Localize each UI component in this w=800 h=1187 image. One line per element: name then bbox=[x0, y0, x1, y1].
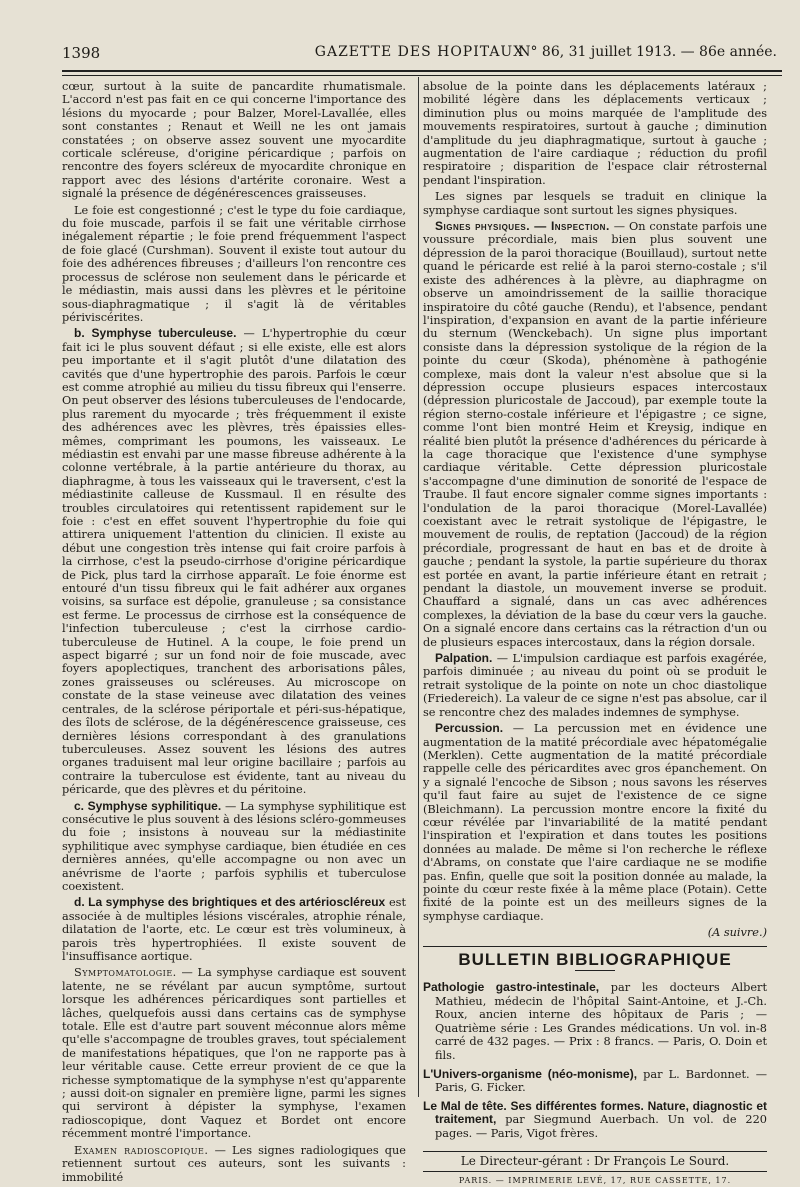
to-be-continued: (A suivre.) bbox=[707, 926, 767, 940]
paragraph-text: — L'impulsion cardiaque est parfois exagérée, parfois diminuée ; au niveau du point où se produit le retrait systolique de la pointe on note un choc diastolique (Friedereich). La valeur de ce signe n'est pas absolue, car il se rencontre chez des malades indemnes de symphyse. bbox=[423, 652, 767, 719]
bibliography-entry bbox=[423, 1100, 767, 1141]
entry-title: L'Univers-organisme (néo-monisme), bbox=[423, 1066, 638, 1081]
page-number: 1398 bbox=[62, 44, 101, 62]
section-heading: Symptomatologie. bbox=[74, 966, 177, 980]
entry-title: Pathologie gastro-intestinale, bbox=[423, 980, 600, 994]
paragraph bbox=[423, 220, 767, 649]
section-heading: b. Symphyse tuberculeuse. bbox=[74, 326, 237, 341]
column-divider bbox=[418, 77, 419, 1097]
paragraph: absolue de la pointe dans les déplacements latéraux ; mobilité légère dans les déplacements verticaux ; diminution plus ou moins marquée de l'amplitude des mouvements respiratoires, surtout à gauche ; diminution d'amplitude du jeu diaphragmatique, surtout à gauche ; augmentation de l'aire cardiaque ; réduction du profil respiratoire ; disparition de l'espace clair rétrosternal pendant l'inspiration. bbox=[423, 80, 767, 187]
paragraph: cœur, surtout à la suite de pancardite rhumatismale. L'accord n'est pas fait en ce qui concerne l'importance des lésions du myocarde ; pour Balzer, Morel-Lavallée, elles sont constantes ; Renaut et Weill ne les ont jamais constatées ; on observe assez souvent une myocardite corticale scléreuse, d'origine péricardique ; parfois on rencontre des foyers scléreux de myocardite chronique en rapport avec des lésions d'artérite coronaire. West a signalé la présence de dégénérescences graisseuses. bbox=[62, 80, 406, 201]
section-heading: Examen radioscopique. bbox=[74, 1143, 209, 1157]
bibliography-entry bbox=[423, 981, 767, 1063]
paragraph-text: — Les signes radiologiques que retiennent surtout ces auteurs, sont les suivants : immobilité bbox=[62, 1143, 406, 1184]
printer-line: PARIS. — IMPRIMERIE LEVÉ, 17, RUE CASSETTE, 17. bbox=[458, 1175, 732, 1185]
section-heading: Palpation. bbox=[435, 651, 493, 666]
paragraph-text: — L'hypertrophie du cœur fait ici le plus souvent défaut ; si elle existe, elle est alors peu importante et il s'agit plutôt d'une dilatation des cavités que d'une hypertrophie des parois. Parfois le cœur est comme atrophié au milieu du tissu fibreux qui l'enserre. On peut observer des lésions tuberculeuses de l'endocarde, plus rarement du myocarde ; très fréquemment il existe des adhérences avec les plèvres, très épaissies elles-mêmes, comprimant les poumons, les vaisseaux. Le médiastin est envahi par une masse fibreuse adhérente à la colonne vertébrale, à la partie antérieure du thorax, au diaphragme, à tous les vaisseaux qui le traversent, c'est la médiastinite calleuse de Kussmaul. Il en résulte des troubles circulatoires qui retentissent rapidement sur le foie : c'est en effet souvent l'hypertrophie du foie qui attirera uniquement l'attention du clinicien. Il existe au début une congestion très intense qui fait croire parfois à la cirrhose, c'est la pseudo-cirrhose d'origine péricardique de Pick, plus tard la cirrhose apparaît. Le foie énorme est entouré d'un tissu fibreux qui le fait adhérer aux organes voisins, sa surface est dépolie, granuleuse ; sa consistance est ferme. Le processus de cirrhose est la conséquence de l'infection tuberculeuse ; c'est la cirrhose cardio-tuberculeuse de Hutinel. A la coupe, le foie prend un aspect bigarré ; sur un fond noir de foie muscade, avec foyers apoplectiques, tranchent des arborisations pâles, zones graisseuses ou scléreuses. Au microscope on constate de la stase veineuse avec dilatation des veines centrales, de la sclérose périportale et péri-sus-hépatique, des îlots de sclérose, de la dégénérescence graisseuse, ces dernières lésions correspondant à des granulations tuberculeuses. Assez souvent les lésions des autres organes traduisent mal leur origine bacillaire ; parfois au contraire la tuberculose est évidente, tant au niveau du péricarde, que des plèvres et du péritoine. bbox=[62, 327, 406, 797]
paragraph-text: — On constate parfois une voussure précordiale, mais bien plus souvent une dépression de la paroi thoracique (Bouillaud), surtout nette quand le péricarde est relié à la paroi sterno-costale ; s'il existe des adhérences à la plèvre, au diaphragme on observe un amoindrissement de la saillie thoracique inspiratoire du côté gauche (Rendu), et l'absence, pendant l'inspiration, d'expansion en avant de la partie inférieure du sternum (Wenckebach). Un signe plus important consiste dans la dépression systolique de la région de la pointe du cœur (Skoda), phénomène à pathogénie complexe, mais dont la valeur n'est absolue que si la dépression occupe plusieurs espaces intercostaux (dépression pluricostale de Jaccoud), par exemple toute la région sterno-costale inférieure et l'épigastre ; ce signe, comme l'ont bien montré Heim et Kreysig, indique en réalité bien plutôt la présence d'adhérences du péricarde à la cage thoracique que l'existence d'une symphyse cardiaque véritable. Cette dépression pluricostale s'accompagne d'une diminution de sonorité de l'espace de Traube. Il faut encore signaler comme signes importants : l'ondulation de la paroi thoracique (Morel-Lavallée) coexistant avec le retrait systolique de l'épigastre, le mouvement de roulis, de reptation (Jaccoud) de la région précordiale, progressant de haut en bas et de droite à gauche ; pendant la systole, la partie supérieure du thorax est portée en avant, la partie inférieure étant en retrait ; pendant la diastole, un mouvement inverse se produit. Chauffard a signalé, dans un cas avec adhérences complexes, la déviation de la base du cœur vers la gauche. On a signalé encore dans certains cas la rétraction d'un ou de plusieurs espaces intercostaux, dans la région dorsale. bbox=[423, 220, 767, 649]
paragraph bbox=[62, 896, 406, 963]
issue-info: N° 86, 31 juillet 1913. — 86e année. bbox=[518, 44, 777, 60]
entry-text: par Siegmund Auerbach. Un vol. de 220 pages. — Paris, Vigot frères. bbox=[435, 1113, 767, 1140]
bibliography-entry bbox=[423, 1068, 767, 1095]
entry-text: par les docteurs Albert Mathieu, médecin de l'hôpital Saint-Antoine, et J.-Ch. Roux, ancien interne des hôpitaux de Paris ; — Quatrième série : Les Grandes médications. Un vol. in-8 carré de 432 pages. — Prix : 8 francs. — Paris, O. Doin et fils. bbox=[435, 981, 768, 1062]
paragraph-text: — La symphyse syphilitique est consécutive le plus souvent à des lésions scléro-gommeuses du foie ; insistons à nouveau sur la médiastinite syphilitique avec symphyse cardiaque, bien étudiée en ces dernières années, qu'elle accompagne ou non avec un anévrisme de l'aorte ; parfois syphilis et tuberculose coexistent. bbox=[62, 799, 406, 893]
section-heading: d. La symphyse des brightiques et des artérioscléreux bbox=[74, 895, 386, 910]
journal-title: GAZETTE DES HOPITAUX bbox=[314, 44, 525, 60]
entry-text: par L. Bardonnet. — Paris, G. Ficker. bbox=[435, 1067, 767, 1095]
paragraph bbox=[62, 800, 406, 894]
directeur-line: Le Directeur-gérant : Dr François Le Sourd. bbox=[423, 1151, 767, 1172]
paragraph-text: — La percussion met en évidence une augmentation de la matité précordiale avec hépatomégalie (Merklen). Cette augmentation de la matité précordiale rappelle celle des péricardites avec gros épanchement. On y a signalé l'encoche de Sibson ; nous savons les réserves qu'il faut faire au sujet de l'existence de ce signe (Bleichmann). La percussion montre encore la fixité du cœur révélée par l'invariabilité de la matité pendant l'inspiration et l'expiration et dans toutes les positions données au malade. De même si l'on recherche le réflexe d'Abrams, on constate que l'aire cardiaque ne se modifie pas. Enfin, quelle que soit la position donnée au malade, la pointe du cœur reste fixée à la même place (Potain). Cette fixité de la pointe est un des meilleurs signes de la symphyse cardiaque. bbox=[423, 722, 767, 923]
header-rule bbox=[62, 70, 782, 76]
entry-title: Le Mal de tête. Ses différentes formes. Nature, diagnostic et traitement, bbox=[423, 1098, 767, 1127]
section-heading: Percussion. bbox=[435, 721, 504, 736]
bulletin-rule bbox=[423, 946, 767, 947]
paragraph: Le foie est congestionné ; c'est le type du foie cardiaque, du foie muscade, parfois il se fait une véritable cirrhose inégalement répartie ; le foie prend fréquemment l'aspect de foie glacé (Curshman). Souvent il existe tout autour du foie des adhérences fibreuses ; d'ailleurs l'on rencontre ces processus de sclérose non seulement dans le péricarde et le médiastin, mais aussi dans les plèvres et le péritoine sous-diaphragmatique ; il s'agit là de véritables périviscérites. bbox=[62, 203, 406, 324]
paragraph bbox=[423, 722, 767, 923]
right-column bbox=[423, 80, 767, 1187]
paragraph: Les signes par lesquels se traduit en clinique la symphyse cardiaque sont surtout les signes physiques. bbox=[423, 190, 767, 217]
paragraph bbox=[62, 327, 406, 796]
paragraph-text: — La symphyse cardiaque est souvent latente, ne se révélant par aucun symptôme, surtout lorsque les adhérences péricardiques sont partielles et lâches, quelquefois aussi dans certains cas de symphyse totale. Elle est d'autre part souvent méconnue alors même qu'elle s'accompagne de troubles graves, tout spécialement de manifestations hépatiques, que l'on ne rapporte pas à leur véritable cause. Cette erreur provient de ce que la richesse symptomatique de la symphyse n'est qu'apparente ; aussi doit-on signaler en première ligne, parmi les signes qui serviront à dépister la symphyse, l'examen radioscopique, dont Vaquez et Bordet ont encore récemment montré l'importance. bbox=[62, 966, 406, 1141]
paragraph bbox=[62, 1144, 406, 1184]
paragraph bbox=[423, 652, 767, 719]
section-heading: Signes physiques. — Inspection. bbox=[435, 219, 610, 234]
bulletin-title: BULLETIN BIBLIOGRAPHIQUE bbox=[458, 949, 732, 969]
title-underline bbox=[575, 970, 615, 971]
section-heading: c. Symphyse syphilitique. bbox=[74, 798, 222, 813]
left-column bbox=[62, 80, 406, 1187]
page-header bbox=[62, 42, 777, 68]
paragraph-text: est associée à de multiples lésions viscérales, atrophie rénale, dilatation de l'aorte, etc. Le cœur est très volumineux, à parois très hypertrophiées. Il existe souvent de l'insuffisance aortique. bbox=[62, 896, 406, 963]
paragraph bbox=[62, 966, 406, 1140]
